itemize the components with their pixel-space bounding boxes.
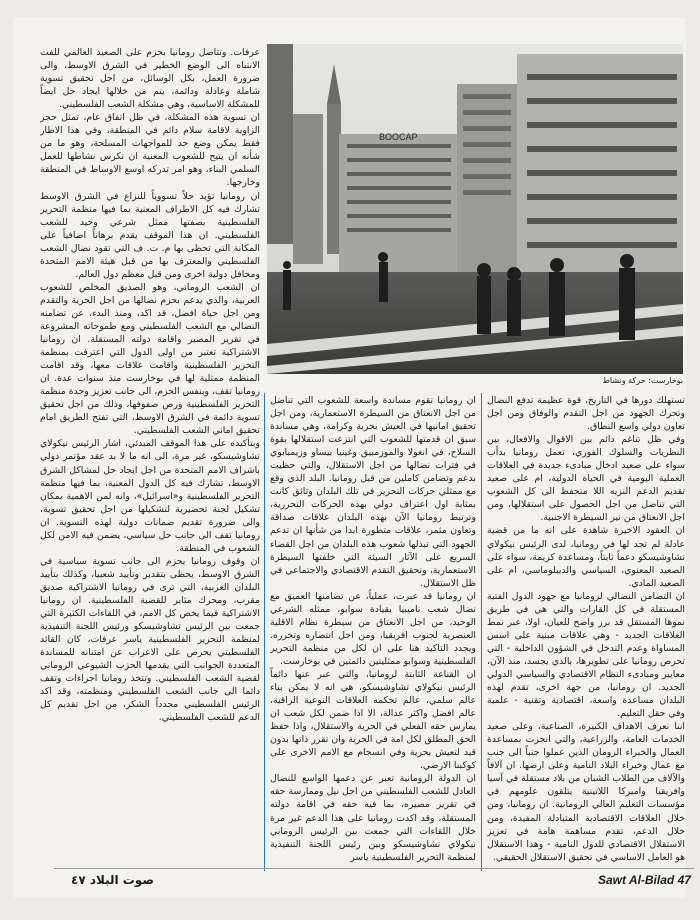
paragraph: ان رومانيا قد عبرت، عملياً، عن تضامنها العميق مع نضال شعب ناميبيا بقيادة سوابو، ممثله الشرعي الوحيد، من اجل الانعتاق من سيطرة نظام الاقلية العنصرية لجنوب افريقيا، ومن اجل انتصاره وتحرره. ويجدد التاكيد هنا على ان لكل من منظمة التحرير الفلسطينية وسوابو ممثليتين دائمتين في بوخارست.	[270, 590, 476, 667]
paragraph: ان تسوية هذه المشكلة، في ظل اتفاق عام، تمثل حجر الزاوية لاقامة سلام دائم في المنطقة، وفي هذا الاطار فقط يمكن وضع حد للمواجهات المسلحة، وهو ما من شأنه ان يتيح للشعوب المعنية ان تكرس نشاطها للعمل السلمي البناء، وهو امر تدركه اوسع الاوساط في المنطقة وخارجها.	[40, 112, 260, 189]
paragraph: ان العقود الاخيرة شاهدة على انه ما من قضية عادلة لم تجد لها في رومانيا، لدى الرئيس نيكولاي تشاوشيسكو دعماً ثابتاً، ومساعدة كريمة، سواء على الصعيد المعنوي، السياسي والديبلوماسي، ام على الصعيد المادي.	[487, 525, 685, 589]
paragraph: ان وقوف رومانيا بحزم الى جانب تسوية سياسية في الشرق الاوسط، يحظى بتقدير وتأييد شعبيا، وكذلك بتأييد البلدان العربية، التي ترى في رومانيا الاشتراكية صديق مقرب، ومحرك مثابر للقضية الفلسطينية. ان رومانيا الاشتراكية فيما يخص كل الامم، في اللقاءات الكثيرة التي جمعت بين الرئيس تشاوشيسكو ورئيس اللجنة التنفيذية لمنظمة التحرير الفلسطينية ياسر عرفات، كان القائد الفلسطيني يحرص على الاعراب عن امتنانه للمساندة المتعددة الجوانب التي يقدمها الحزب الشيوعي الروماني لقضية الشعب الفلسطيني. وتتخذ رومانيا اجراءات وتقف دائما الى جانب الشعب الفلسطيني ومنظمته، وقد اكد الرئيس الفلسطيني مجدداً الشكر، من اجل تقديم كل الدعم للشعب الفلسطيني.	[40, 555, 260, 724]
paragraph: اننا نعرف الاهداف الكبيرة، الصناعية، وعلى صعيد الخدمات العامة، والزراعية، والتي انجزت بمساعدة العمال والخبراء الرومان الذين عملوا جنباً الى جنب مع عمال وخبراء البلاد النامية وعلى ارضها. ان آلافاً والآلاف من الطلاب الشبان من بلاد مستقلة في آسيا وافريقيا واميركا اللاتينية يتلقون علومهم في مؤسسات التعليم العالي الرومانية. ان رومانيا، ومن خلال العلاقات الاقتصادية المتبادلة المفيدة، ومن خلال الدعم، تقدم مساهمة هامة في تعزيز الاستقلال الاقتصادي للدول النامية - وهذا الاستقلال هو العامل الاساسي في تحقيق الاستقلال الحقيقي.	[487, 721, 685, 863]
paragraph: ان الشعب الروماني، وهو الصديق المخلص للشعوب العربية، والذي يدعم بحزم نضالها من اجل الحرية والتقدم ومن اجل حياة افضل، قد اكد، ومنذ البدء، عن تضامنه النضالي مع الشعب الفلسطيني ومع طموحاته المشروعة في تقرير المصير واقامة دولته المستقلة. ان رومانيا الاشتراكية تعتبر من اولى الدول التي اعترفت بمنظمة التحرير الفلسطينية واقامت علاقات معها، وقد اقامت المنظمة ممثلية لها في بوخارست منذ سنوات عدة. ان رومانيا تقف، وبنفس الحزم، الى جانب تعزيز وحدة منظمة التحرير الفلسطينية ورص صفوفها، وذلك من اجل تحقيق تسوية دائمة في الشرق الاوسط، التي تفتح الطريق امام تحقيق اماني الشعب الفلسطيني.	[40, 281, 260, 437]
article-column-left	[40, 46, 260, 872]
paragraph: ان رومانيا تؤيد حلاً تسووياً للنزاع في الشرق الاوسط تشارك فيه كل الاطراف المعنية بما فيها منظمة التحرير الفلسطينية بصفتها ممثل شرعي وحيد للشعب الفلسطيني. ان هذا الموقف يقدم برهاناً اضافياً على المكانة التي تحظى بها م. ت. ف التي تقود نضال الشعب الفلسطيني والمعترف بها من قبل هيئة الامم المتحدة ومحافل دولية اخرى ومن قبل معظم دول العالم.	[40, 190, 260, 280]
photo-caption: بوخارست: حركة ونشاط	[602, 376, 683, 385]
footer-arabic	[54, 873, 154, 887]
footer-magazine-name-en: Sawt Al-Bilad	[598, 873, 675, 887]
footer-magazine-name-ar: صوت البلاد	[89, 873, 154, 887]
column-divider-right	[481, 393, 482, 871]
street-photo	[267, 44, 683, 374]
paragraph: وبتأكيده على هذا الموقف المبدئي، اشار الرئيس نيكولاي تشاوشيسكو، غير مرة، الى انه ما لا بد عقد مؤتمر دولي باشراف الامم المتحدة من اجل ايجاد حل لمشاكل الشرق الاوسط، تشارك فيه كل الدول المعنية، بما فيها منظمة التحرير الفلسطينية و«اسرائيل»، وانه لمن الاهمية بمكان تشكيل لجنة تحضيرية لتشكيلها من اجل تحقيق تسوية، والى ضرورة تقديم ضمانات دولية لهذه التسوية. ان رومانيا تقف الى جانب حل سياسي، يضمن فيه الامن لكل الشعوب في المنطقة.	[40, 438, 260, 554]
footer-page-number-en: 47	[677, 873, 691, 887]
column-divider-left	[264, 393, 265, 871]
footer-page-number-ar: ٤٧	[71, 873, 86, 887]
paragraph: عرفات. وتتاصل رومانيا بحزم على الصعيد العالمي للفت الانتباه الى الوضع الخطير في الشرق الاوسط، والى ضرورة العمل، بكل الوسائل، من اجل تحقيق تسوية شاملة وعادلة ودائمة، يتم من خلالها ايجاد حل ايضاً للمشكلة الاساسية، وهي مشكلة الشعب الفلسطيني.	[40, 47, 260, 111]
paragraph: وفي ظل تناغم دائم بين الاقوال والافعال، بين النظريات والسلوك الفوري، تعمل رومانيا بدأب سواء على صعيد ادخال مبادىء جديدة في العلاقات العملية اليومية في الحياة الدولية، ام على صعيد تقديم الدعم النزيه اللا متحفظ الى كل الشعوب التي تناضل من اجل الحصول على استقلالها، ومن اجل الانعتاق من نير السيطرة الاجنبية.	[487, 434, 685, 524]
paragraph: ان التضامن النضالي لرومانيا مع جهود الدول الفتية المستقلة في كل القارات والتي هي في طريق نموها المستقل قد برز واضح للعيان، اولا، عبر نمط العلاقات الجديد - وهي علاقات مبنية على اسس المساواة وعدم التدخل في الشؤون الداخلية - التي تحرص رومانيا على تطويرها، بالذي يجسد، منذ الآن، معايير ومبادىء النظام الاقتصادي والسياسي الدولي الجديد. ان رومانيا، من جهة اخرى، تقدم لهذه البلدان مساعدة واسعة، اقتصادية وتقنية - علمية وفي حقل التعليم.	[487, 590, 685, 720]
paragraph: ان القناعة الثابتة لرومانيا، والتي عبر عنها دائماً الرئيس نيكولاي تشاوشيسكو، هي انه لا يمكن بناء عالم سلمي، عالم تحكمه العلاقات النوعية الراقية، عالم افضل واكثر عدالة، الا اذا ضمن لكل شعب ان يمارس حقه الفعلي في الحرية والاستقلال، واذا حفظ الحق المطلق لكل امة في الحرية وان تقرر ذاتها بدون قيد لتعيش بحرية وفي انسجام مع الامم الاخرى على كوكبنا الارضي.	[270, 668, 476, 772]
paragraph: تستهلك دورها في التاريخ، قوة عظيمة تدفع النضال وتحرك الجهود من اجل التقدم والوفاق ومن اجل تعاون دولي واسع النطاق.	[487, 395, 685, 433]
paragraph: ان الدولة الرومانية تعبر عن دعمها الواسع للنضال العادل للشعب الفلسطيني من اجل نيل وممارسة حقه في تقرير مصيره، بما فيه حقه في اقامة دولته المستقلة، وقد اكدت رومانيا على هذا الدعم غير مرة خلال اللقاءات التي جمعت بين الرئيس الروماني نيكولاي تشاوشيسكو وبين رئيس اللجنة التنفيذية لمنظمة التحرير الفلسطينية ياسر	[270, 773, 476, 863]
article-column-right	[487, 394, 685, 872]
footer-rule	[54, 868, 694, 869]
magazine-page	[14, 18, 691, 898]
street-scene-illustration	[267, 44, 683, 374]
building-sign-text: BOOCAP	[379, 132, 418, 142]
footer-english	[598, 873, 698, 887]
article-column-middle	[270, 394, 476, 872]
paragraph: ان رومانيا تقوم مساندة واسعة للشعوب التي تناضل من اجل الانعتاق من السيطرة الاستعمارية، ومن اجل تحقيق امانيها في العيش بحرية وكرامة، وهي مساندة سبق ان قدمتها للشعوب التي انتزعت استقلالها بقوة السلاح، في انغولا والموزمبيق وغينيا بيساو وزيمبابوي في فترات نضالها من اجل الاستقلال، والتي حظيت بدعم وتضامن كاملين من قبل رومانيا. البلد الذي وقع مع ممثلي حركات التحرير في تلك البلدان وثائق كانت بمثابة اول اعتراف دولي بهذه الحركات التحررية، وترتبط رومانيا الآن بهذه البلدان علاقات صداقة وتعاون مثمر، علاقات متطورة ابدا من شأنها ان تدعم الجهود التي تبذلها شعوب هذه البلدان من اجل القضاء السريع على الآثار السيئة التي خلفتها السيطرة الاستعمارية، وتحقيق التقدم الاقتصادي والاجتماعي في ظل الاستقلال.	[270, 395, 476, 589]
